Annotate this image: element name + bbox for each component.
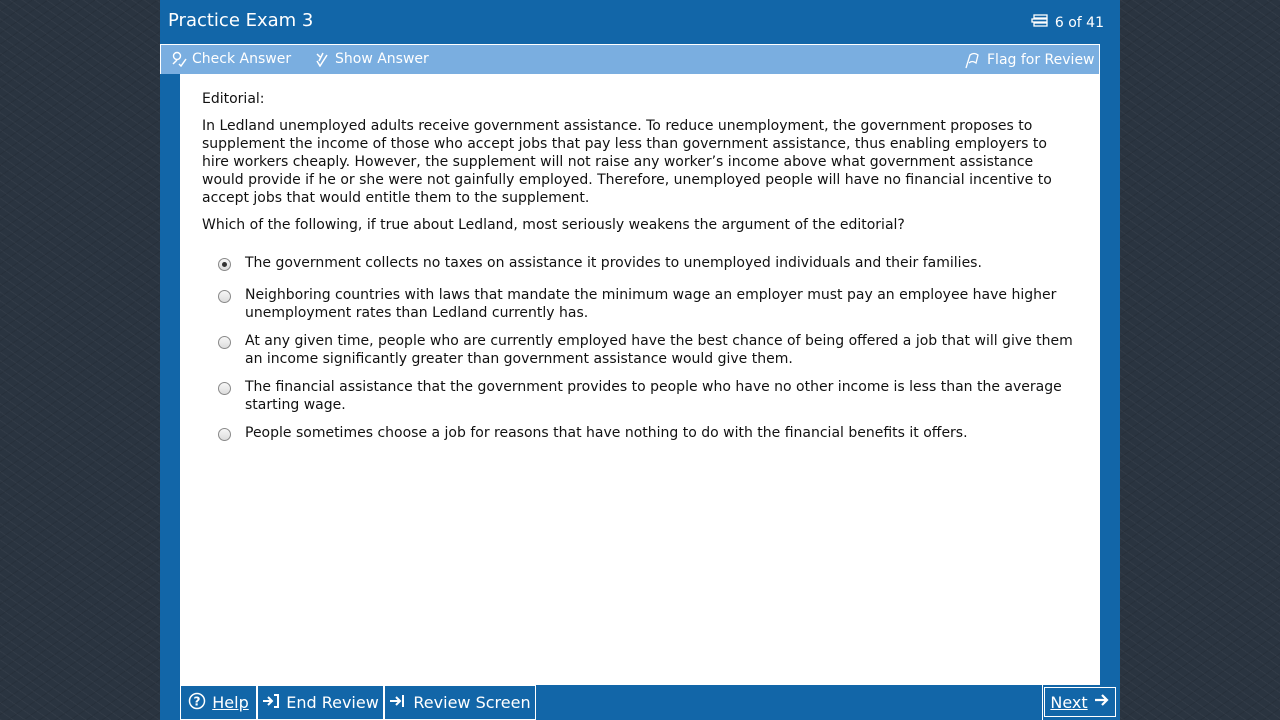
svg-text:?: ? <box>193 694 201 708</box>
answer-radio-3[interactable] <box>218 336 231 349</box>
flag-review-label: Flag for Review <box>987 52 1095 68</box>
answer-option-2[interactable] <box>202 286 1078 322</box>
arrow-right-icon <box>1094 692 1110 712</box>
question-stem: Which of the following, if true about Ledland, most seriously weakens the argument of the editorial? <box>202 217 905 233</box>
help-label: Help <box>212 693 249 712</box>
question-counter <box>1031 14 1104 32</box>
check-answer-label: Check Answer <box>192 51 292 67</box>
bottom-bar <box>160 685 1120 720</box>
answer-text-2: Neighboring countries with laws that mandate the minimum wage an employer must pay an employee have higher unemployment rates than Ledland currently has. <box>245 287 1057 321</box>
end-review-icon <box>262 693 280 713</box>
passage-intro: Editorial: <box>202 91 265 107</box>
show-answer-icon <box>314 51 330 67</box>
answer-option-4[interactable] <box>202 378 1078 414</box>
exam-window <box>160 0 1120 720</box>
toolbar <box>160 44 1100 74</box>
answer-option-5[interactable] <box>202 424 1078 442</box>
answer-option-3[interactable] <box>202 332 1078 368</box>
answer-list <box>202 254 1078 442</box>
answer-text-1: The government collects no taxes on assistance it provides to unemployed individuals and their families. <box>245 255 982 271</box>
review-screen-button[interactable] <box>384 685 536 720</box>
flag-review-button[interactable] <box>964 51 1095 69</box>
review-screen-icon <box>389 693 407 713</box>
answer-text-3: At any given time, people who are currently employed have the best chance of being offered a job that will give them an income significantly greater than government assistance would give them. <box>245 333 1073 367</box>
pages-icon <box>1031 14 1049 32</box>
answer-radio-2[interactable] <box>218 290 231 303</box>
show-answer-label: Show Answer <box>335 51 429 67</box>
counter-text: 6 of 41 <box>1054 15 1104 31</box>
answer-option-1[interactable] <box>202 254 1078 272</box>
answer-text-5: People sometimes choose a job for reasons that have nothing to do with the financial benefits it offers. <box>245 425 968 441</box>
title-bar <box>160 0 1120 42</box>
question-panel <box>180 74 1100 685</box>
end-review-label: End Review <box>286 693 379 712</box>
help-button[interactable] <box>180 685 257 720</box>
next-label: Next <box>1050 692 1088 712</box>
exam-title: Practice Exam 3 <box>168 10 314 31</box>
end-review-button[interactable] <box>257 685 384 720</box>
review-screen-label: Review Screen <box>413 693 531 712</box>
flag-icon <box>964 51 982 69</box>
check-answer-button[interactable] <box>171 51 291 67</box>
check-answer-icon <box>171 51 187 67</box>
next-button[interactable] <box>1044 687 1116 717</box>
answer-radio-5[interactable] <box>218 428 231 441</box>
show-answer-button[interactable] <box>314 51 429 67</box>
help-circle-icon <box>188 692 206 714</box>
answer-text-4: The financial assistance that the government provides to people who have no other income is less than the average starting wage. <box>245 379 1062 413</box>
next-container <box>1042 685 1120 720</box>
answer-radio-4[interactable] <box>218 382 231 395</box>
passage-text: In Ledland unemployed adults receive government assistance. To reduce unemployment, the government proposes to supplement the income of those who accept jobs that pay less than government assistance, thus enabling employers to hire workers cheaply. However, the supplement will not raise any worker’s income above what government assistance would provide if he or she were not gainfully employed. Therefore, unemployed people will have no financial incentive to accept jobs that would entitle them to the supplement. <box>202 118 1052 206</box>
answer-radio-1[interactable] <box>218 258 231 271</box>
